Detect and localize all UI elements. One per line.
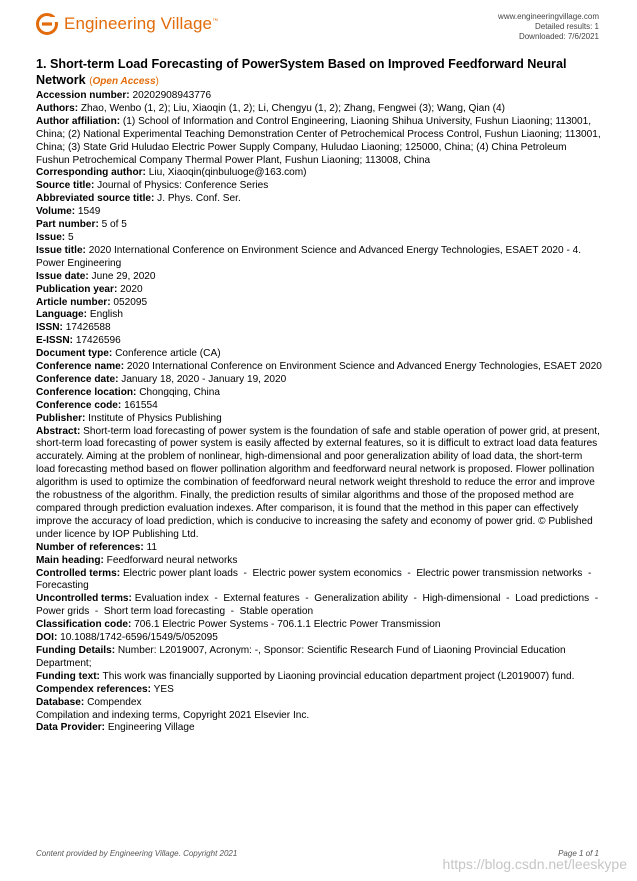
field-value: Institute of Physics Publishing: [88, 412, 222, 424]
site-url: www.engineeringvillage.com: [498, 12, 599, 21]
field-label: Issue:: [36, 231, 66, 243]
field-label: Authors:: [36, 102, 79, 114]
field-value: Engineering Village: [107, 722, 195, 734]
field-value: 20202908943776: [132, 90, 212, 101]
engineering-village-logo: [36, 13, 218, 35]
field-value: Short-term load forecasting of power system is the foundation of safe and stable operation of power grid, at present, short-term load forecasting of power system is easily affected by external features, so it is difficult to extract load data features accurately. Aiming at the problem of nonlinear, high-dimensional and poor generalization ability of load data, the short-term load forecasting method based on flower pollination algorithm and feedforward neural network is proposed. Flower pollination algorithm is used to optimize the combination of feedforward neural network weight threshold to reduce the error and improve the robustness of the algorithm. Finally, the prediction results of similar algorithms and those of the proposed method are compared through prediction evaluation indexes. After comparison, it is found that the method in this paper can effectively improve the accuracy of load prediction, which is conducive to increasing the safety and economy of power grid. © Published under licence by IOP Publishing Ltd.: [36, 425, 603, 540]
field-value: YES: [153, 683, 174, 695]
record-fields: [36, 90, 602, 735]
field-value: Compilation and indexing terms, Copyright 2021 Elsevier Inc.: [36, 709, 310, 721]
record-field: [36, 245, 602, 271]
record-field: [36, 619, 602, 632]
field-label: Accession number:: [36, 90, 130, 101]
record-field: [36, 400, 602, 413]
field-label: DOI:: [36, 632, 58, 644]
field-value: 706.1 Electric Power Systems - 706.1.1 Electric Power Transmission: [134, 619, 441, 631]
record-field: [36, 335, 602, 348]
field-label: ISSN:: [36, 322, 63, 334]
record-field: [36, 645, 602, 671]
field-value: Zhao, Wenbo (1, 2); Liu, Xiaoqin (1, 2); Li, Chengyu (1, 2); Zhang, Fengwei (3); Wang, Qian (4): [80, 102, 506, 114]
record-field: [36, 671, 602, 684]
field-label: Part number:: [36, 219, 99, 231]
field-value: This work was financially supported by Liaoning provincial education department project (L2019007) fund.: [102, 670, 575, 682]
field-label: Abbreviated source title:: [36, 193, 155, 205]
field-label: Conference name:: [36, 361, 125, 373]
field-label: Uncontrolled terms:: [36, 593, 132, 605]
record-field: [36, 361, 602, 374]
record-field: [36, 568, 602, 594]
field-value: Electric power plant loads - Electric power system economics - Electric power transmission networks - Forecasting: [36, 567, 597, 592]
field-value: 161554: [124, 399, 158, 411]
csdn-watermark: https://blog.csdn.net/leeskype: [442, 856, 627, 872]
header-meta: [498, 12, 599, 42]
detailed-results: Detailed results: 1: [534, 22, 599, 31]
field-value: 5: [68, 231, 74, 243]
record-title-text: 1. Short-term Load Forecasting of PowerSystem Based on Improved Feedforward Neural Network: [36, 57, 567, 87]
field-value: 2020 International Conference on Environment Science and Advanced Energy Technologies, ESAET 2020 - 4. Power Engineering: [36, 244, 584, 269]
field-value: 2020: [120, 283, 143, 295]
field-label: Language:: [36, 309, 88, 321]
field-value: 17426596: [75, 335, 121, 347]
record-field: [36, 297, 602, 310]
record-field: [36, 103, 602, 116]
record-field: [36, 632, 602, 645]
field-value: Feedforward neural networks: [106, 554, 238, 566]
field-value: June 29, 2020: [91, 270, 156, 282]
record-field: [36, 116, 602, 168]
field-label: Classification code:: [36, 619, 132, 631]
record-field: [36, 180, 602, 193]
field-label: Compendex references:: [36, 683, 151, 695]
record-field: [36, 593, 602, 619]
ev-logo-icon: [36, 13, 58, 35]
record-field: [36, 722, 602, 735]
record-field: [36, 167, 602, 180]
field-label: Article number:: [36, 296, 111, 308]
record-field: [36, 309, 602, 322]
field-value: Chongqing, China: [139, 386, 221, 398]
field-label: Data Provider:: [36, 722, 105, 734]
field-label: Issue title:: [36, 244, 86, 256]
field-label: Main heading:: [36, 554, 104, 566]
field-label: Conference date:: [36, 373, 119, 385]
record-field: [36, 348, 602, 361]
field-value: January 18, 2020 - January 19, 2020: [121, 373, 287, 385]
field-label: Abstract:: [36, 425, 81, 437]
record-field: [36, 542, 602, 555]
record-field: [36, 374, 602, 387]
field-label: Volume:: [36, 206, 76, 218]
record-field: [36, 555, 602, 568]
field-label: Conference location:: [36, 386, 137, 398]
field-label: Author affiliation:: [36, 115, 121, 127]
record-field: [36, 387, 602, 400]
field-label: Database:: [36, 696, 85, 708]
record-field: [36, 697, 602, 710]
field-value: (1) School of Information and Control Engineering, Liaoning Shihua University, Fushun Liaoning; 113001, China; (2) National Experimental Teaching Demonstration Center of Petrochemical Process Control, Fushun Liaoning; 113001, China; (3) State Grid Huludao Electric Power Supply Company, Huludao Liaoning; 125000, China; (4) China Petroleum Fushun Petrochemical Company Thermal Power Plant, Fushun Liaoning; 113008, China: [36, 115, 604, 166]
field-label: Controlled terms:: [36, 567, 121, 579]
field-value: 11: [146, 541, 157, 553]
field-value: J. Phys. Conf. Ser.: [157, 193, 241, 205]
field-value: 1549: [77, 206, 101, 218]
field-value: Liu, Xiaoqin(qinbuluoge@163.com): [148, 167, 307, 179]
field-label: Publisher:: [36, 412, 86, 424]
record-title: 1. Short-term Load Forecasting of PowerSystem Based on Improved Feedforward Neural Network (Open Access): [36, 57, 567, 87]
field-value: Compendex: [87, 696, 142, 708]
record-field: [36, 426, 602, 542]
field-label: Number of references:: [36, 541, 144, 553]
field-label: Document type:: [36, 348, 113, 360]
field-label: Publication year:: [36, 283, 118, 295]
field-label: Corresponding author:: [36, 167, 146, 179]
field-value: 2020 International Conference on Environment Science and Advanced Energy Technologies, ESAET 2020: [126, 361, 602, 373]
field-value: Conference article (CA): [115, 348, 221, 360]
field-label: E-ISSN:: [36, 335, 74, 347]
field-label: Issue date:: [36, 270, 89, 282]
page-number: Page 1 of 1: [558, 849, 599, 858]
field-value: 17426588: [65, 322, 111, 334]
record-field: [36, 322, 602, 335]
record-field: [36, 710, 602, 723]
open-access-badge: Open Access: [92, 76, 156, 87]
brand-name: Engineering Village™: [64, 14, 219, 33]
field-value: Journal of Physics: Conference Series: [97, 180, 269, 192]
footer-copyright: Content provided by Engineering Village. Copyright 2021: [36, 849, 238, 858]
record-field: [36, 284, 602, 297]
field-label: Source title:: [36, 180, 95, 192]
record-field: [36, 206, 602, 219]
download-date: Downloaded: 7/6/2021: [518, 32, 599, 41]
field-label: Conference code:: [36, 399, 122, 411]
field-value: Evaluation index - External features - Generalization ability - High-dimensional - Load predictions - Power grids - Short term load forecasting - Stable operation: [36, 593, 604, 618]
record-field: [36, 271, 602, 284]
record-field: [36, 232, 602, 245]
field-value: 5 of 5: [101, 219, 127, 231]
field-value: 10.1088/1742-6596/1549/5/052095: [60, 632, 218, 644]
record-field: [36, 413, 602, 426]
record-field: [36, 193, 602, 206]
field-label: Funding text:: [36, 670, 100, 682]
field-label: Funding Details:: [36, 644, 116, 656]
record-field: [36, 219, 602, 232]
field-value: 052095: [113, 296, 148, 308]
field-value: Number: L2019007, Acronym: -, Sponsor: Scientific Research Fund of Liaoning Provincial Education Department;: [36, 644, 569, 669]
record-field: [36, 90, 602, 103]
record-field: [36, 684, 602, 697]
field-value: English: [89, 309, 123, 321]
